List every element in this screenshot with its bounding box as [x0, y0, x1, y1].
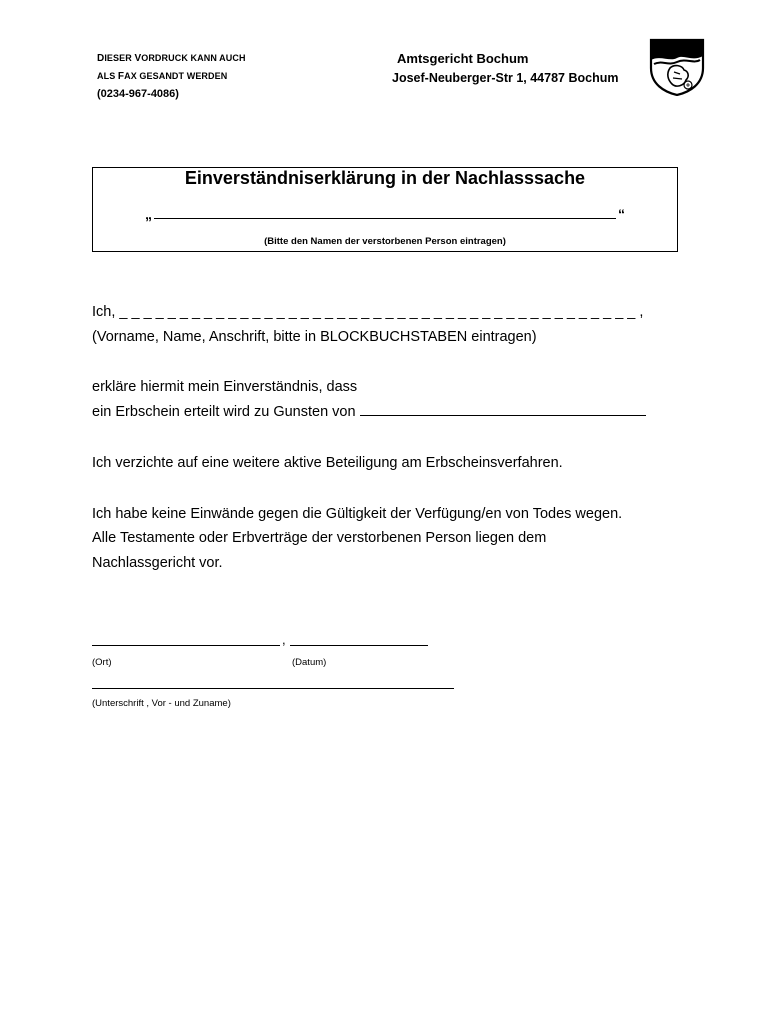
- signature-label: (Unterschrift , Vor - und Zuname): [92, 698, 231, 709]
- date-line[interactable]: [290, 645, 428, 646]
- place-line[interactable]: [92, 645, 280, 646]
- date-label: (Datum): [292, 657, 327, 668]
- consent-line2: [92, 403, 646, 420]
- close-quote: “: [618, 206, 625, 222]
- deceased-name-field[interactable]: [145, 206, 625, 222]
- declarant-dashed-line[interactable]: _ _ _ _ _ _ _ _ _ _ _ _ _ _ _ _ _ _ _ _ _ _ _ _ _ _ _ _ _ _ _ _ _ _ _ _ _ _ _ _ _ _ _ ,: [119, 304, 644, 320]
- waiver-statement: Ich verzichte auf eine weitere aktive Beteiligung am Erbscheinsverfahren.: [92, 455, 563, 471]
- objection-line1: Ich habe keine Einwände gegen die Gültigkeit der Verfügung/en von Todes wegen.: [92, 506, 623, 522]
- deceased-name-line[interactable]: [154, 206, 616, 219]
- signature-line[interactable]: [92, 688, 454, 689]
- coat-of-arms-icon: [648, 38, 706, 96]
- court-address: Josef-Neuberger-Str 1, 44787 Bochum: [392, 71, 619, 85]
- declarant-hint: (Vorname, Name, Anschrift, bitte in BLOCKBUCHSTABEN eintragen): [92, 329, 537, 345]
- title-box: [92, 167, 678, 252]
- fax-notice-line2: ALS FAX GESANDT WERDEN: [97, 71, 228, 82]
- consent-line1: erkläre hiermit mein Einverständnis, dass: [92, 379, 358, 395]
- fax-notice-line1: DIESER VORDRUCK KANN AUCH: [97, 53, 246, 64]
- heir-name-line[interactable]: [360, 403, 646, 416]
- document-title: Einverständniserklärung in der Nachlasssache: [184, 168, 586, 188]
- declarant-field[interactable]: [92, 304, 643, 320]
- place-label: (Ort): [92, 657, 112, 668]
- objection-line2: Alle Testamente oder Erbverträge der verstorbenen Person liegen dem: [92, 530, 547, 546]
- objection-line3: Nachlassgericht vor.: [92, 555, 223, 571]
- consent-line2-text: ein Erbschein erteilt wird zu Gunsten von: [92, 404, 356, 420]
- deceased-name-hint: (Bitte den Namen der verstorbenen Person eintragen): [264, 236, 506, 247]
- ich-prefix: Ich,: [92, 304, 120, 320]
- fax-number: (0234-967-4086): [97, 88, 179, 100]
- court-name: Amtsgericht Bochum: [397, 51, 529, 66]
- place-date-comma: ,: [282, 632, 286, 647]
- open-quote: „: [145, 206, 152, 222]
